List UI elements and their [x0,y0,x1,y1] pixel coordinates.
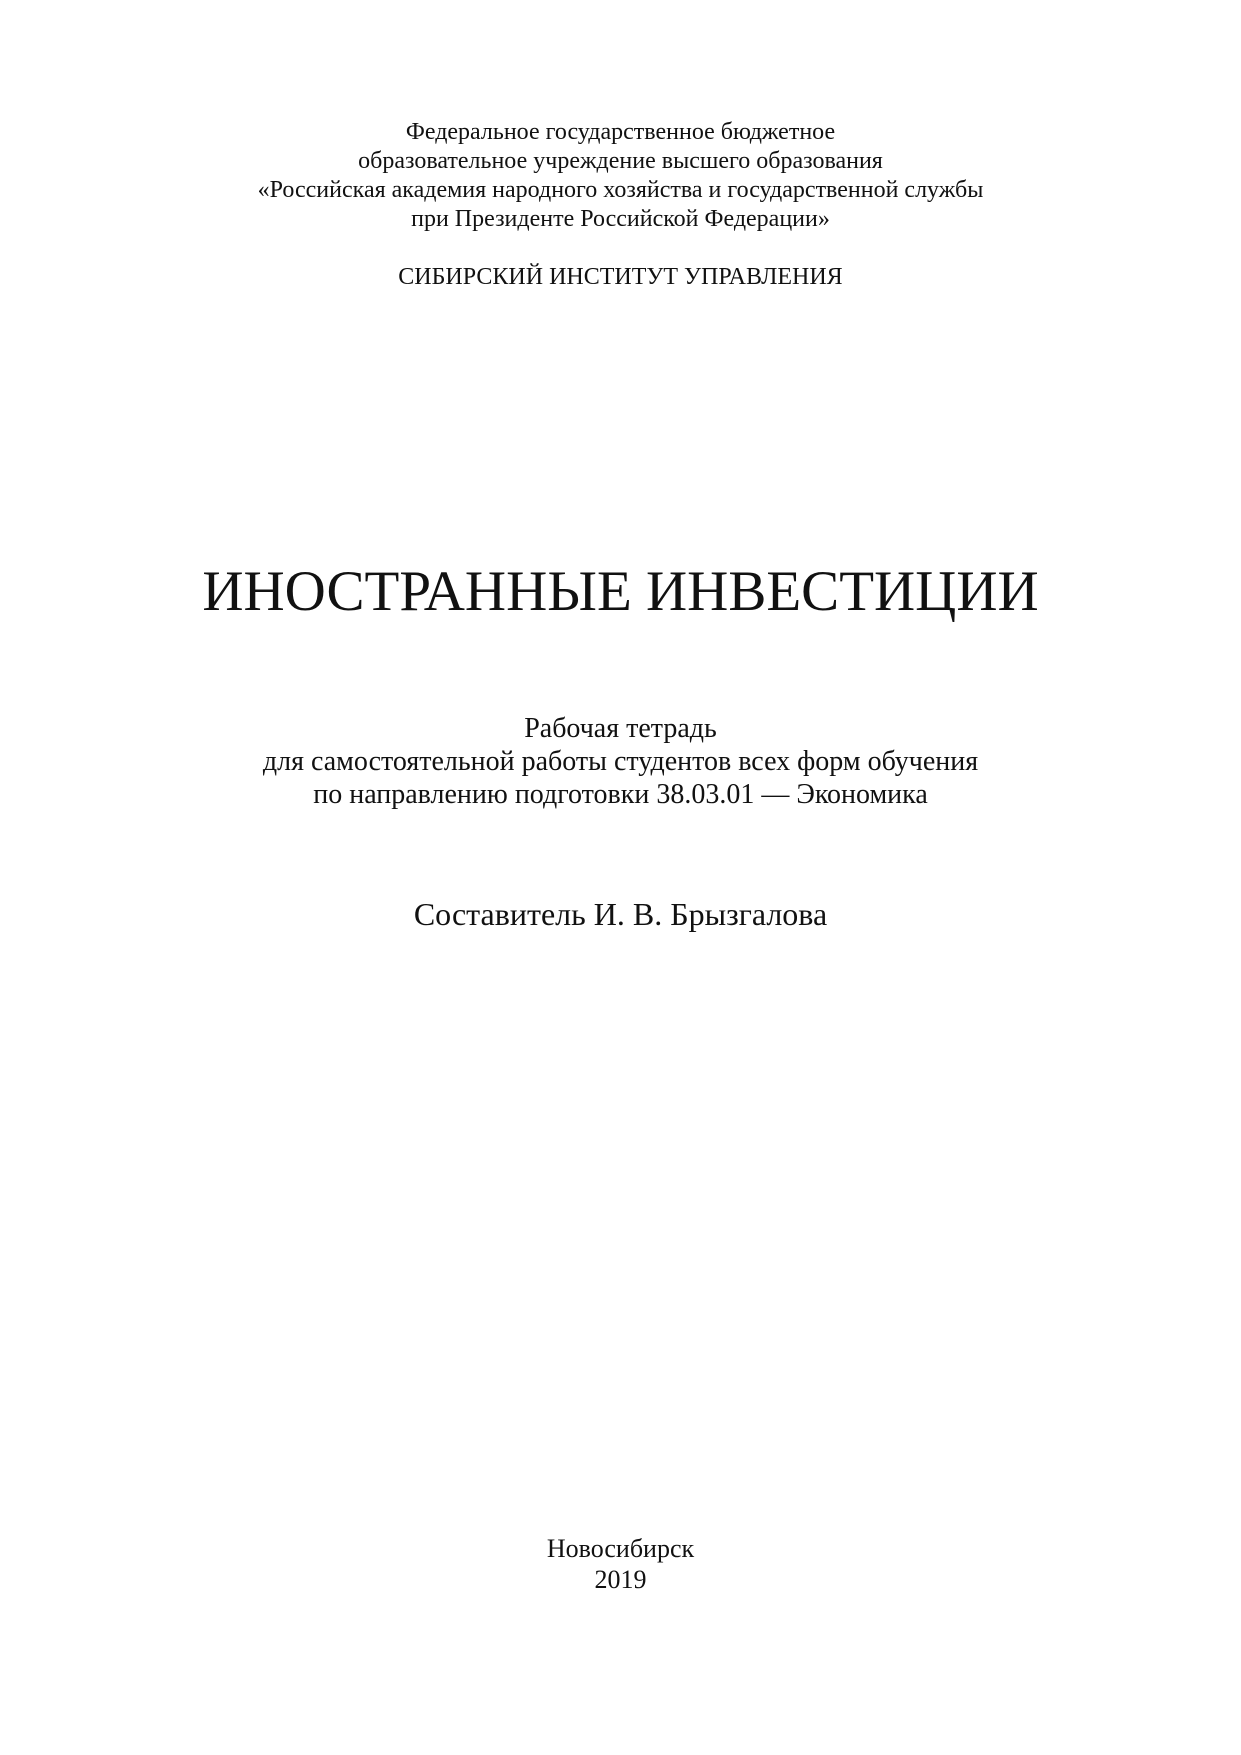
compiler-credit [0,895,1241,933]
institute-name [0,263,1241,292]
imprint [0,1533,1241,1595]
document-title [0,558,1241,626]
imprint-year: 2019 [594,1565,647,1594]
institute-label: СИБИРСКИЙ ИНСТИТУТ УПРАВЛЕНИЯ [398,264,843,290]
subtitle-line: по направлению подготовки 38.03.01 — Экономика [313,779,928,810]
subtitle-line: Рабочая тетрадь [524,713,717,744]
organization-header [0,118,1241,234]
organization-line: при Президенте Российской Федерации» [411,206,830,232]
document-subtitle [0,712,1241,811]
organization-line: «Российская академия народного хозяйства и государственной службы [257,177,984,203]
organization-line: образовательное учреждение высшего образования [358,148,883,174]
title-text: ИНОСТРАННЫЕ ИНВЕСТИЦИИ [202,560,1039,623]
imprint-city: Новосибирск [546,1534,695,1563]
organization-line: Федеральное государственное бюджетное [405,119,836,145]
compiler-text: Составитель И. В. Брызгалова [413,896,828,932]
subtitle-line: для самостоятельной работы студентов всех форм обучения [262,746,979,777]
